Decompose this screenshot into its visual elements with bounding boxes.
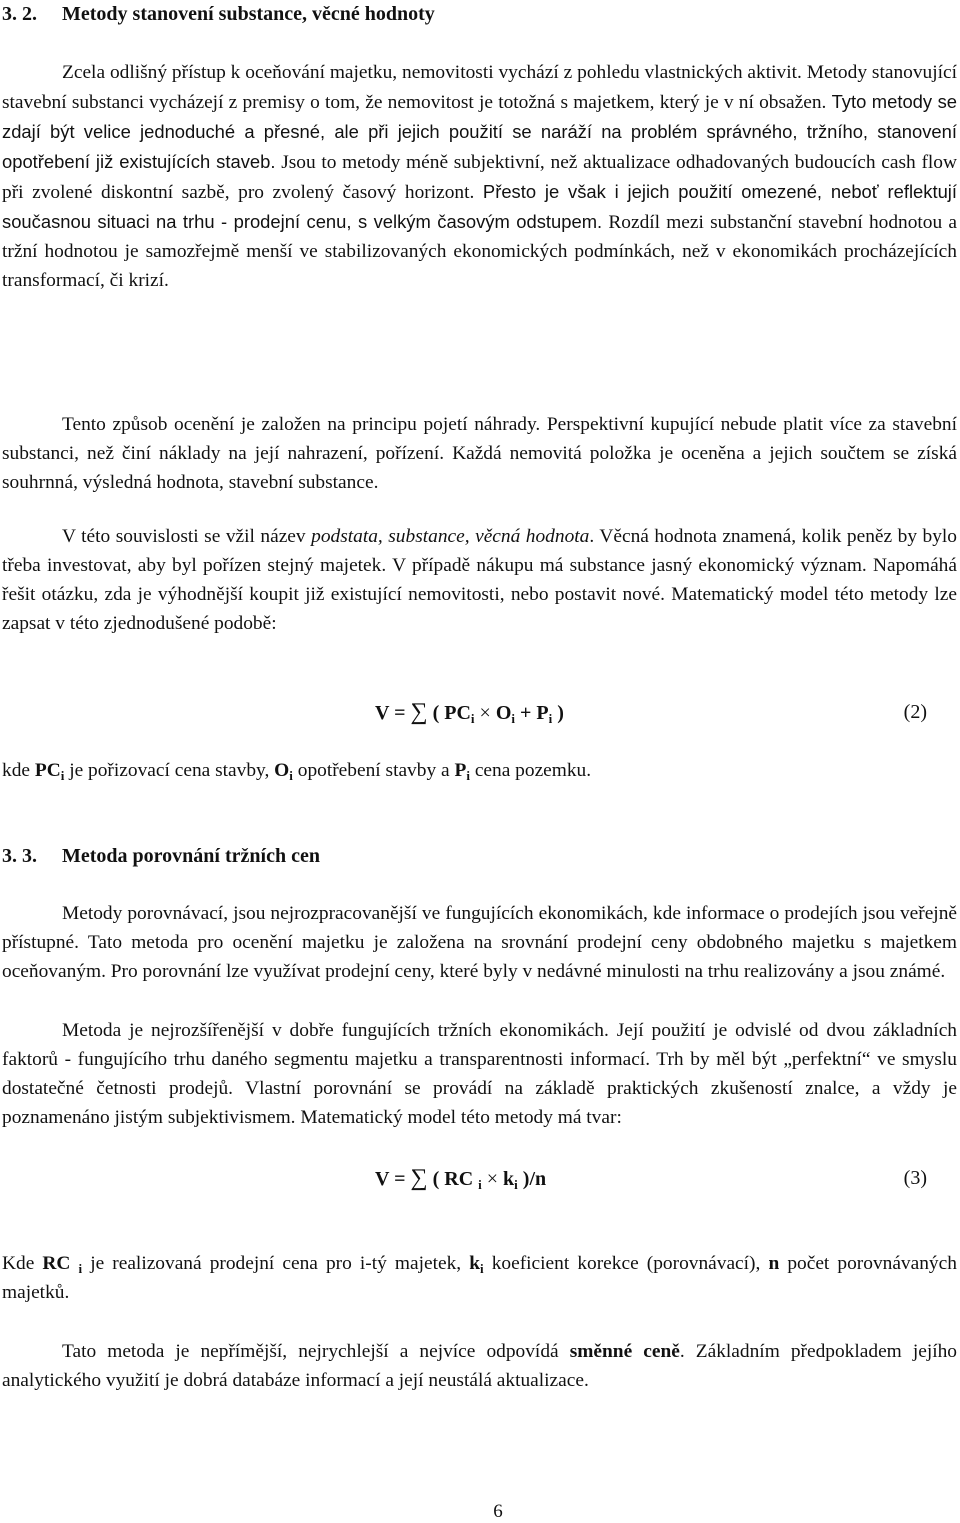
- bold-term: směnné ceně: [569, 1341, 680, 1362]
- paragraph-text: Tyto metody se zdají být velice jednoduché a přesné, ale při jejich použití se naráží na problém správného, tržního, stanovení opotřebení již existujících staveb.: [2, 91, 957, 172]
- formula-3: [0, 1163, 960, 1193]
- italic-term: podstata, substance, věcná hodnota: [311, 526, 590, 547]
- paragraph-text: Tento způsob ocenění je založen na principu pojetí náhrady. Perspektivní kupující nebude platit více za stavební substanci, než činí náklady na její nahrazení, pořízení. Každá nemovitá položka je oceněna a jejich součtem se získá souhrnná, výsledná hodnota, stavební substance.: [2, 414, 957, 493]
- paragraph-text: Metoda je nejrozšířenější v dobře fungujících tržních ekonomikách. Její použití je odvislé od dvou základních faktorů - fungujícího trhu daného segmentu majetku a transparentnosti informací. Trh by měl být „perfektní“ ve smyslu dostatečné četnosti prodejů. Vlastní porovnání se provádí na základě praktických zkušeností znalce, a vždy je poznamenáno jistým subjektivismem. Matematický model této metody má tvar:: [2, 1020, 957, 1128]
- paragraph-text: Přesto je však i jejich použití omezené, neboť reflektují současnou situaci na trhu - prodejní cenu, s velkým časovým odstupem.: [2, 181, 957, 232]
- formula-legend: Kde RC $_i$ je realizovaná prodejní cena pro i-tý majetek, $k_i$ koeficient korekce (porovnávací), n počet porovnávaných majetků.: [2, 1253, 957, 1303]
- paragraph-text: Tato metoda je nepřímější, nejrychlejší a nejvíce odpovídá: [62, 1341, 559, 1362]
- paragraph-text: Zcela odlišný přístup k oceňování majetku, nemovitosti vychází z pohledu vlastnických aktivit. Metody stanovující stavební substanci vycházejí z premisy o tom, že nemovitost je totožná s majetkem, který je v ní obsažen.: [2, 62, 957, 113]
- section-heading-3-3: [2, 843, 320, 869]
- sum-symbol: ∑: [410, 1165, 428, 1191]
- equation-number: (3): [903, 1167, 927, 1189]
- paragraph: [2, 410, 957, 497]
- paragraph: [2, 899, 957, 986]
- paragraph: [2, 1337, 957, 1395]
- formula-expression: V = ∑ ( RC $_i \times k_i$ )/n: [375, 1165, 547, 1192]
- paragraph: [2, 522, 957, 638]
- paragraph-text: . Základním předpokladem jejího analytického využití je dobrá databáze informací a její neustálá aktualizace.: [2, 1341, 957, 1391]
- sum-symbol: ∑: [410, 699, 428, 725]
- paragraph-text: V této souvislosti se vžil název: [62, 526, 306, 547]
- formula-expression: V = ∑ ( $PC_i \times O_i + P_i$ ): [375, 699, 564, 726]
- paragraph-text: Rozdíl mezi substanční stavební hodnotou a tržní hodnotou je samozřejmě menší ve stabilizovaných ekonomických podmínkách, než v ekonomikách procházejících transformací, či krizí.: [2, 212, 957, 291]
- section-number: 3. 2.: [2, 3, 37, 25]
- section-number: 3. 3.: [2, 845, 37, 867]
- section-title: Metoda porovnání tržních cen: [62, 845, 320, 867]
- page-number: 6: [493, 1501, 503, 1522]
- equation-number: (2): [903, 701, 927, 723]
- section-title: Metody stanovení substance, věcné hodnoty: [62, 3, 435, 25]
- paragraph-text: Metody porovnávací, jsou nejrozpracovanější ve fungujících ekonomikách, kde informace o prodejích jsou veřejně přístupné. Tato metoda pro ocenění majetku je založena na srovnání prodejní ceny obdobného majetku s majetkem oceňovaným. Pro porovnání lze využívat prodejní ceny, které byly v nedávné minulosti na trhu realizovány a jsou známé.: [2, 903, 957, 982]
- paragraph-text: . Věcná hodnota znamená, kolik peněz by bylo třeba investovat, aby byl pořízen stejný majetek. V případě nákupu má substance jasný ekonomický význam. Napomáhá řešit otázku, zda je výhodnější koupit již existující nemovitosti, nebo postavit nové. Matematický model této metody lze zapsat v této zjednodušené podobě:: [2, 526, 957, 634]
- paragraph: [2, 1016, 957, 1132]
- section-heading-3-2: [2, 1, 435, 27]
- formula-2: [0, 697, 960, 727]
- formula-legend: kde $PC_i$ je pořizovací cena stavby, $O_i$ opotřebení stavby a $P_i$ cena pozemku.: [2, 760, 592, 783]
- paragraph-text: Jsou to metody méně subjektivní, než aktualizace odhadovaných budoucích cash flow při zvolené diskontní sazbě, pro zvolený časový horizont.: [2, 152, 957, 203]
- paragraph: [2, 58, 957, 295]
